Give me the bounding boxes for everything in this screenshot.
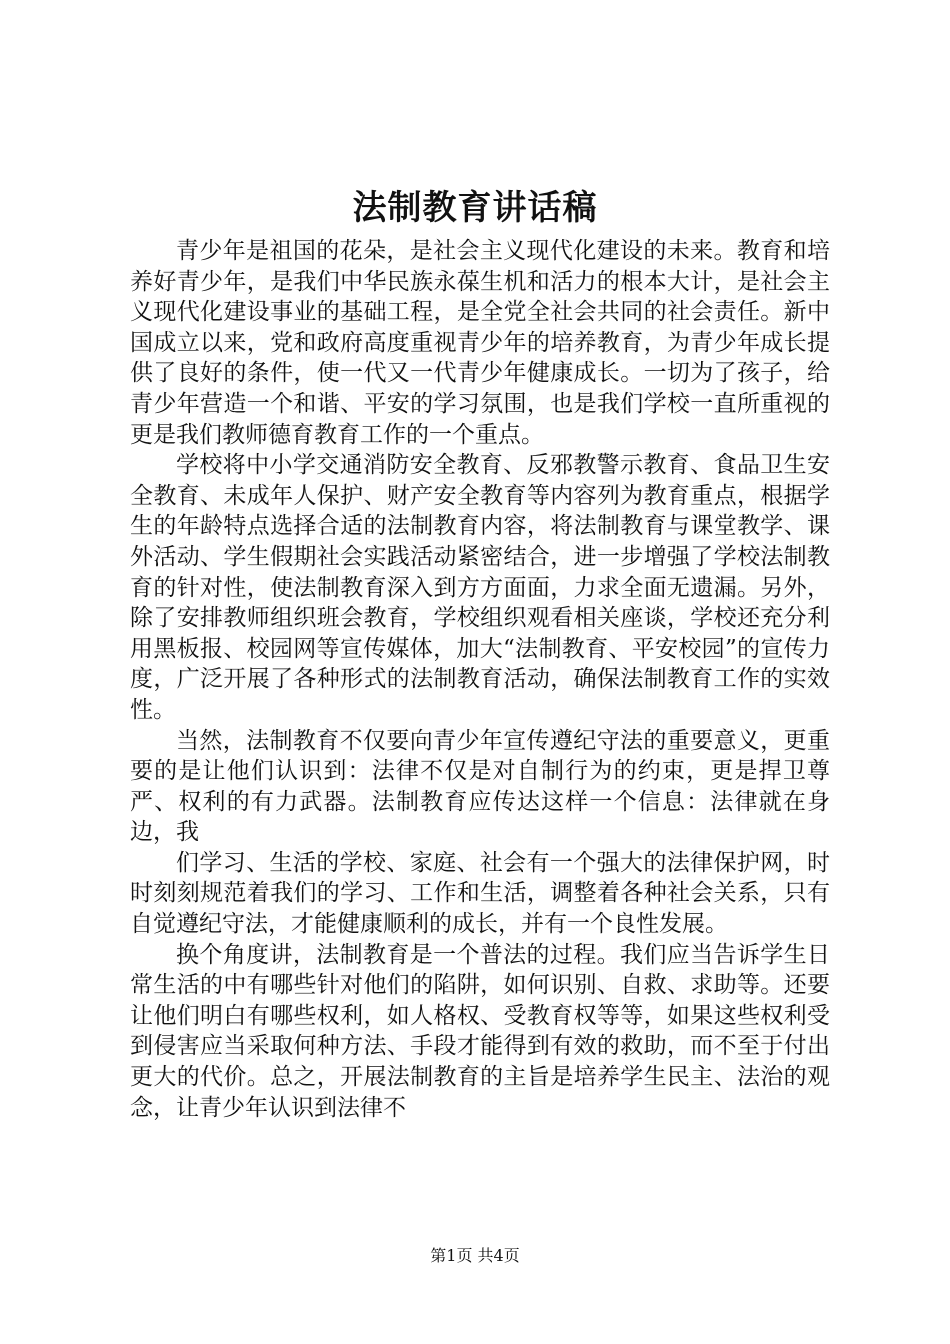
paragraph-2: 学校将中小学交通消防安全教育、反邪教警示教育、食品卫生安全教育、未成年人保护、财产安全教育等内容列为教育重点，根据学生的年龄特点选择合适的法制教育内容，将法制教育与课堂教学、课外活动、学生假期社会实践活动紧密结合，进一步增强了学校法制教育的针对性，使法制教育深入到方方面面，力求全面无遗漏。另外，除了安排教师组织班会教育，学校组织观看相关座谈，学校还充分利用黑板报、校园网等宣传媒体，加大“法制教育、平安校园”的宣传力度，广泛开展了各种形式的法制教育活动，确保法制教育工作的实效性。 <box>130 452 830 723</box>
paragraph-3: 当然，法制教育不仅要向青少年宣传遵纪守法的重要意义，更重要的是让他们认识到：法律不仅是对自制行为的约束，更是捍卫尊严、权利的有力武器。法制教育应传达这样一个信息：法律就在身边，我 <box>130 727 830 846</box>
paragraph-4: 们学习、生活的学校、家庭、社会有一个强大的法律保护网，时时刻刻规范着我们的学习、工作和生活，调整着各种社会关系，只有自觉遵纪守法，才能健康顺利的成长，并有一个良性发展。 <box>130 849 830 938</box>
paragraph-1: 青少年是祖国的花朵，是社会主义现代化建设的未来。教育和培养好青少年，是我们中华民族永葆生机和活力的根本大计，是社会主义现代化建设事业的基础工程，是全党全社会共同的社会责任。新中国成立以来，党和政府高度重视青少年的培养教育，为青少年成长提供了良好的条件，使一代又一代青少年健康成长。一切为了孩子，给青少年营造一个和谐、平安的学习氛围，也是我们学校一直所重视的更是我们教师德育教育工作的一个重点。 <box>130 238 830 448</box>
page-number-footer: 第1页 共4页 <box>430 1246 520 1265</box>
document-body <box>130 236 830 1123</box>
document-title: 法制教育讲话稿 <box>352 188 598 228</box>
paragraph-5: 换个角度讲，法制教育是一个普法的过程。我们应当告诉学生日常生活的中有哪些针对他们的陷阱，如何识别、自救、求助等。还要让他们明白有哪些权利，如人格权、受教育权等等，如果这些权利受到侵害应当采取何种方法、手段才能得到有效的救助，而不至于付出更大的代价。总之，开展法制教育的主旨是培养学生民主、法治的观念，让青少年认识到法律不 <box>130 941 830 1121</box>
